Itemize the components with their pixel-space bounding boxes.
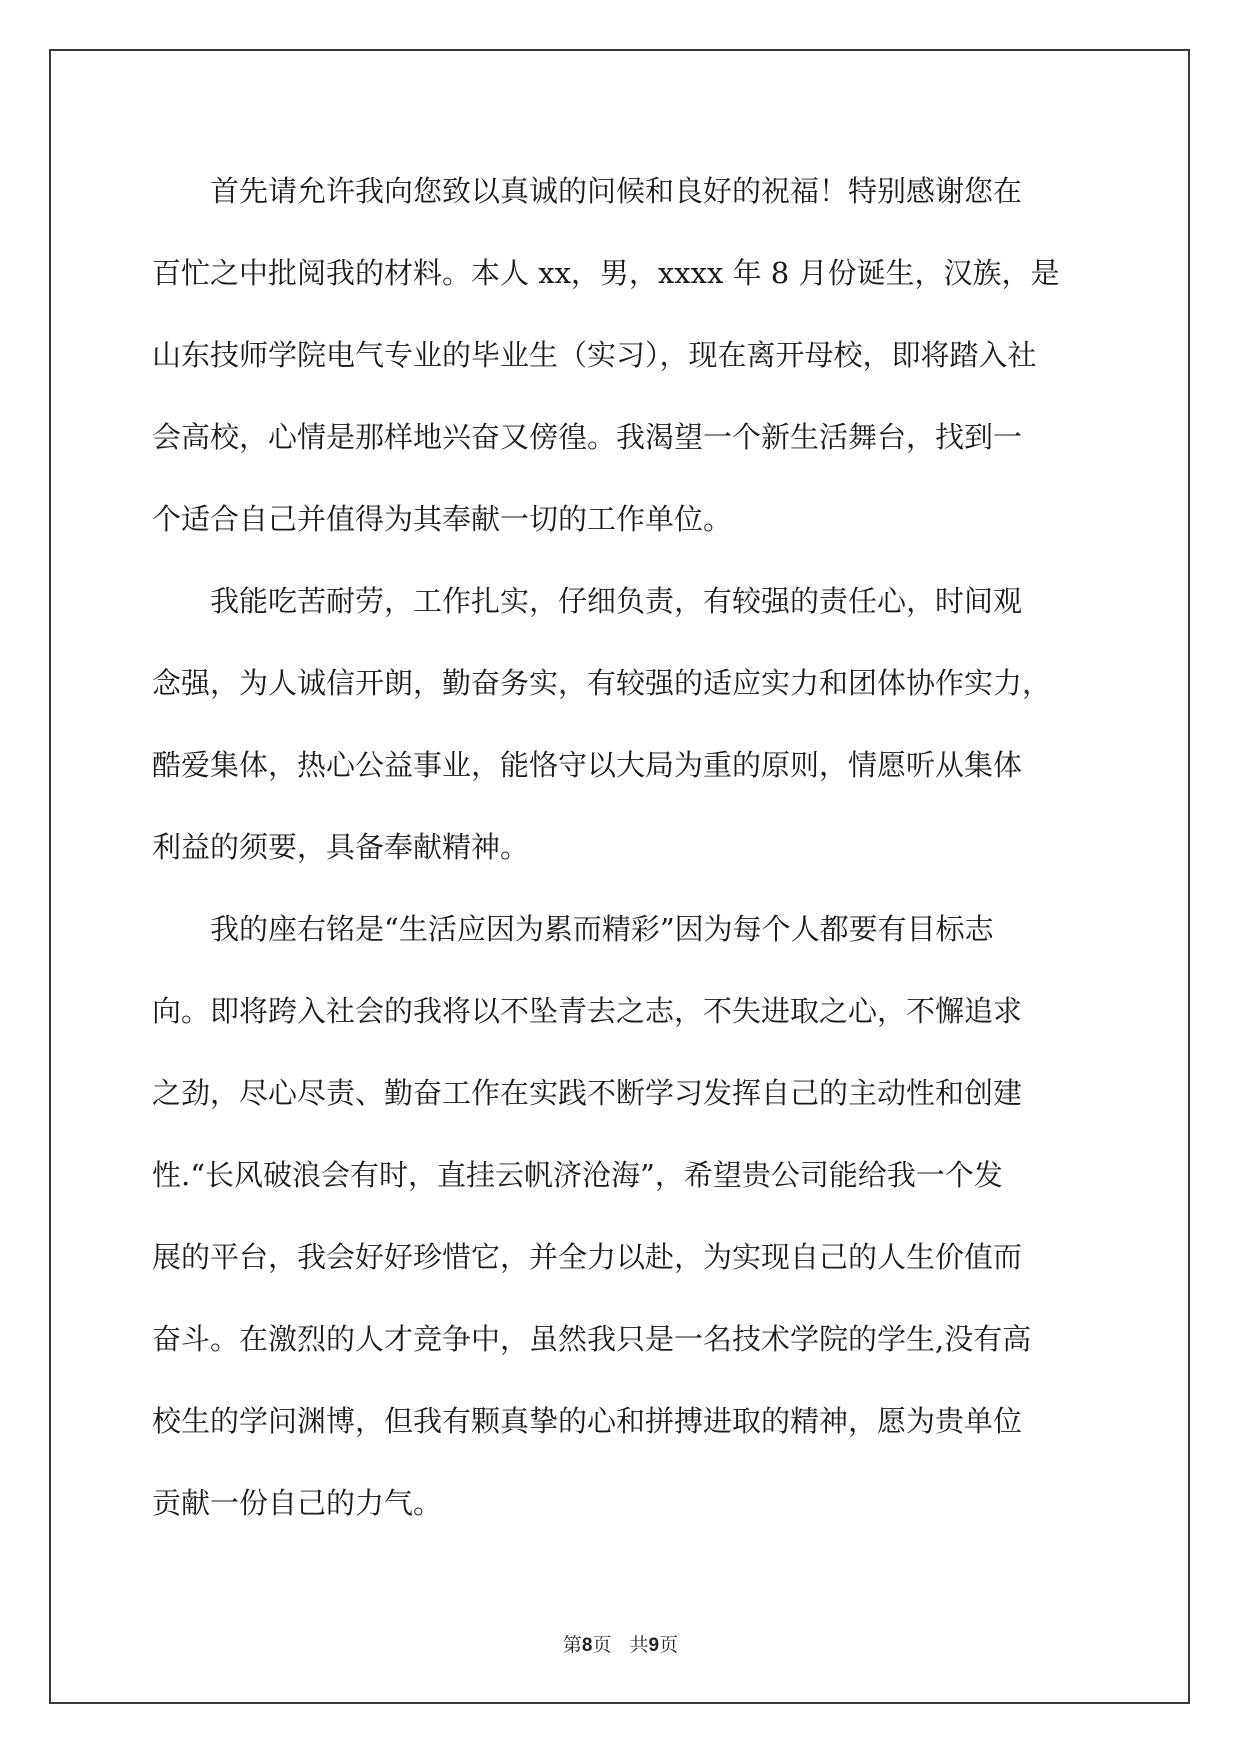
text-line: 我的座右铭是“生活应因为累而精彩”因为每个人都要有目标志 [210,912,994,946]
text-line: 个适合自己并值得为其奉献一切的工作单位。 [152,502,733,536]
text-line: 贡献一份自己的力气。 [152,1486,443,1520]
total-pages: 9 [648,1635,660,1656]
text-line: 会高校，心情是那样地兴奋又傍徨。我渴望一个新生活舞台，找到一 [152,420,1023,454]
text-line: 之劲，尽心尽责、勤奋工作在实践不断学习发挥自己的主动性和创建 [152,1076,1023,1110]
page-number: 8 [581,1635,593,1656]
total-prefix: 共 [629,1635,649,1656]
paragraph-3 [152,888,1092,1544]
total-suffix: 页 [659,1635,679,1656]
text-line: 展的平台，我会好好珍惜它，并全力以赴，为实现自己的人生价值而 [152,1240,1023,1274]
text-line: 我能吃苦耐劳，工作扎实，仔细负责，有较强的责任心，时间观 [210,584,1023,618]
text-line: 念强，为人诚信开朗，勤奋务实，有较强的适应实力和团体协作实力， [152,666,1052,700]
text-line: 奋斗。在激烈的人才竞争中，虽然我只是一名技术学院的学生,没有高 [152,1322,1032,1356]
text-line: 利益的须要，具备奉献精神。 [152,830,530,864]
page-footer [0,1630,1241,1657]
paragraph-1 [152,150,1092,560]
text-line: 首先请允许我向您致以真诚的问候和良好的祝福！特别感谢您在 [210,174,1023,208]
page-suffix: 页 [592,1635,612,1656]
text-line: 百忙之中批阅我的材料。本人 xx，男，xxxx 年 8 月份诞生，汉族，是 [152,256,1060,290]
text-line: 性.“长风破浪会有时，直挂云帆济沧海”，希望贵公司能给我一个发 [152,1158,1003,1192]
paragraph-2 [152,560,1092,888]
text-line: 酷爱集体，热心公益事业，能恪守以大局为重的原则，情愿听从集体 [152,748,1023,782]
page-prefix: 第 [562,1635,582,1656]
document-body [152,150,1092,1544]
text-line: 向。即将跨入社会的我将以不坠青去之志，不失进取之心，不懈追求 [152,994,1023,1028]
text-line: 山东技师学院电气专业的毕业生（实习），现在离开母校，即将踏入社 [152,338,1037,372]
text-line: 校生的学问渊博，但我有颗真挚的心和拼搏进取的精神，愿为贵单位 [152,1404,1023,1438]
